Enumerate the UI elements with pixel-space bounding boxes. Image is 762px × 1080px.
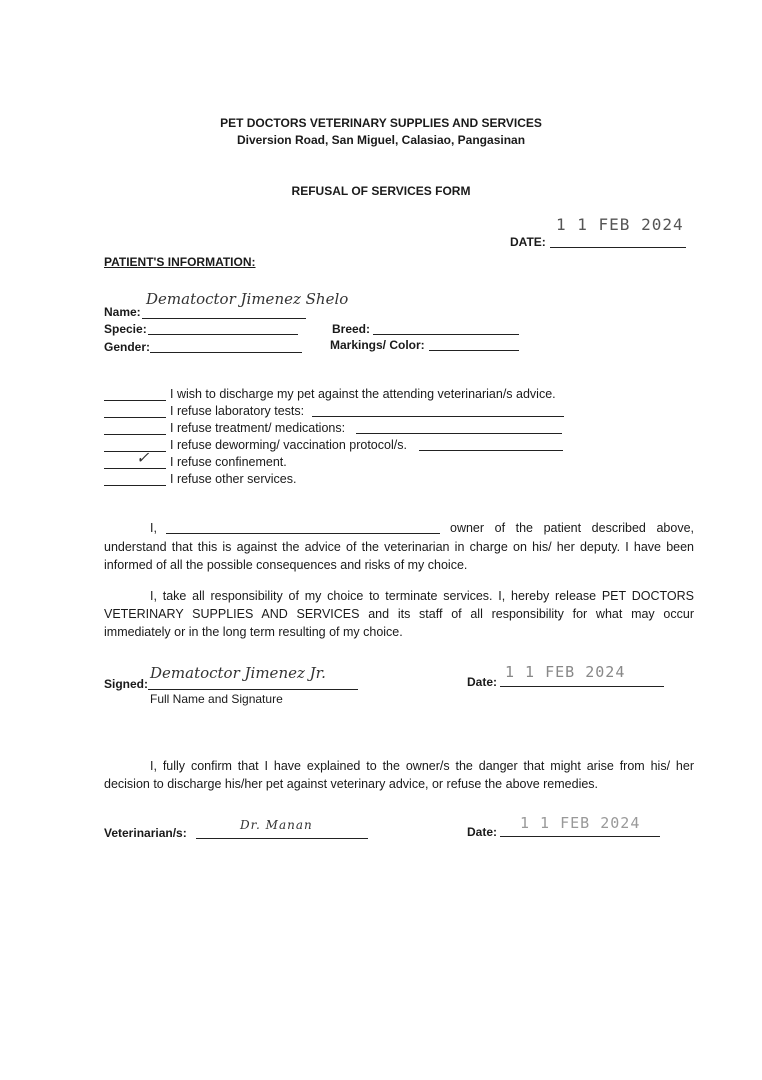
signature-line[interactable] (148, 689, 358, 690)
breed-label: Breed: (332, 322, 371, 336)
option-blank[interactable] (104, 434, 166, 435)
company-name: PET DOCTORS VETERINARY SUPPLIES AND SERVICES (220, 116, 542, 130)
vet-line[interactable] (196, 838, 368, 839)
option-text: I refuse other services. (170, 472, 297, 486)
markings-label: Markings/ Color: (330, 338, 425, 352)
option-blank[interactable] (104, 451, 166, 452)
date-line (550, 247, 686, 248)
owner-name-line[interactable] (166, 533, 440, 534)
p3: I, fully confirm that I have explained to the owner/s the danger that might arise from his/ her decision to discharge his/her pet against veterinary advice, or refuse the above remedies. (104, 759, 694, 791)
gender-line (150, 352, 302, 353)
option-blank[interactable] (104, 485, 166, 486)
name-label: Name: (104, 305, 141, 319)
option-text: I refuse laboratory tests: (170, 404, 305, 418)
vet-date-label: Date: (467, 825, 498, 839)
option-text: I refuse confinement. (170, 455, 287, 469)
vet-date-line[interactable] (500, 836, 660, 837)
option-text: I refuse deworming/ vaccination protocol/s. (170, 438, 407, 452)
option-text: I wish to discharge my pet against the attending veterinarian/s advice. (170, 387, 556, 401)
specie-label: Specie: (104, 322, 147, 336)
markings-line (429, 350, 519, 351)
option-detail-line[interactable] (312, 416, 564, 417)
gender-label: Gender: (104, 340, 151, 354)
option-text: I refuse treatment/ medications: (170, 421, 346, 435)
signed-date-line[interactable] (500, 686, 664, 687)
vet-label: Veterinarian/s: (104, 826, 187, 840)
option-detail-line[interactable] (419, 450, 563, 451)
option-blank[interactable] (104, 417, 166, 418)
p2: I, take all responsibility of my choice to terminate services. I, hereby release PET DOCTORS VETERINARY SUPPLIES AND SERVICES and its staff of all responsibility for what may occur immediately or in the long term resulting of my choice. (104, 589, 694, 639)
p1-rest: owner of the patient described above, (450, 521, 694, 535)
name-handwriting: Dematoctor Jimenez Shelo (146, 290, 349, 308)
option-blank[interactable] (104, 468, 166, 469)
option-detail-line[interactable] (356, 433, 562, 434)
signature-caption: Full Name and Signature (150, 692, 283, 706)
signed-label: Signed: (104, 677, 148, 691)
name-line (142, 318, 306, 319)
date-stamp: 1 1 FEB 2024 (556, 215, 684, 234)
date-label: DATE: (510, 235, 546, 249)
patient-section-title: PATIENT'S INFORMATION: (104, 255, 256, 269)
form-title: REFUSAL OF SERVICES FORM (291, 184, 471, 198)
vet-date-stamp: 1 1 FEB 2024 (520, 814, 641, 832)
signed-date-label: Date: (467, 675, 498, 689)
p1-body: understand that this is against the advice of the veterinarian in charge on his/ her deputy. I have been informed of all the possible consequences and risks of my choice. (104, 540, 694, 572)
p1-start: I, (150, 521, 157, 535)
specie-line (148, 334, 298, 335)
signed-date-stamp: 1 1 FEB 2024 (505, 663, 626, 681)
company-address: Diversion Road, San Miguel, Calasiao, Pangasinan (236, 133, 526, 147)
breed-line (373, 334, 519, 335)
option-blank[interactable] (104, 400, 166, 401)
check-mark: ✓ (136, 448, 150, 467)
signed-handwriting: Dematoctor Jimenez Jr. (150, 664, 326, 682)
vet-handwriting: Dr. Manan (240, 818, 313, 832)
